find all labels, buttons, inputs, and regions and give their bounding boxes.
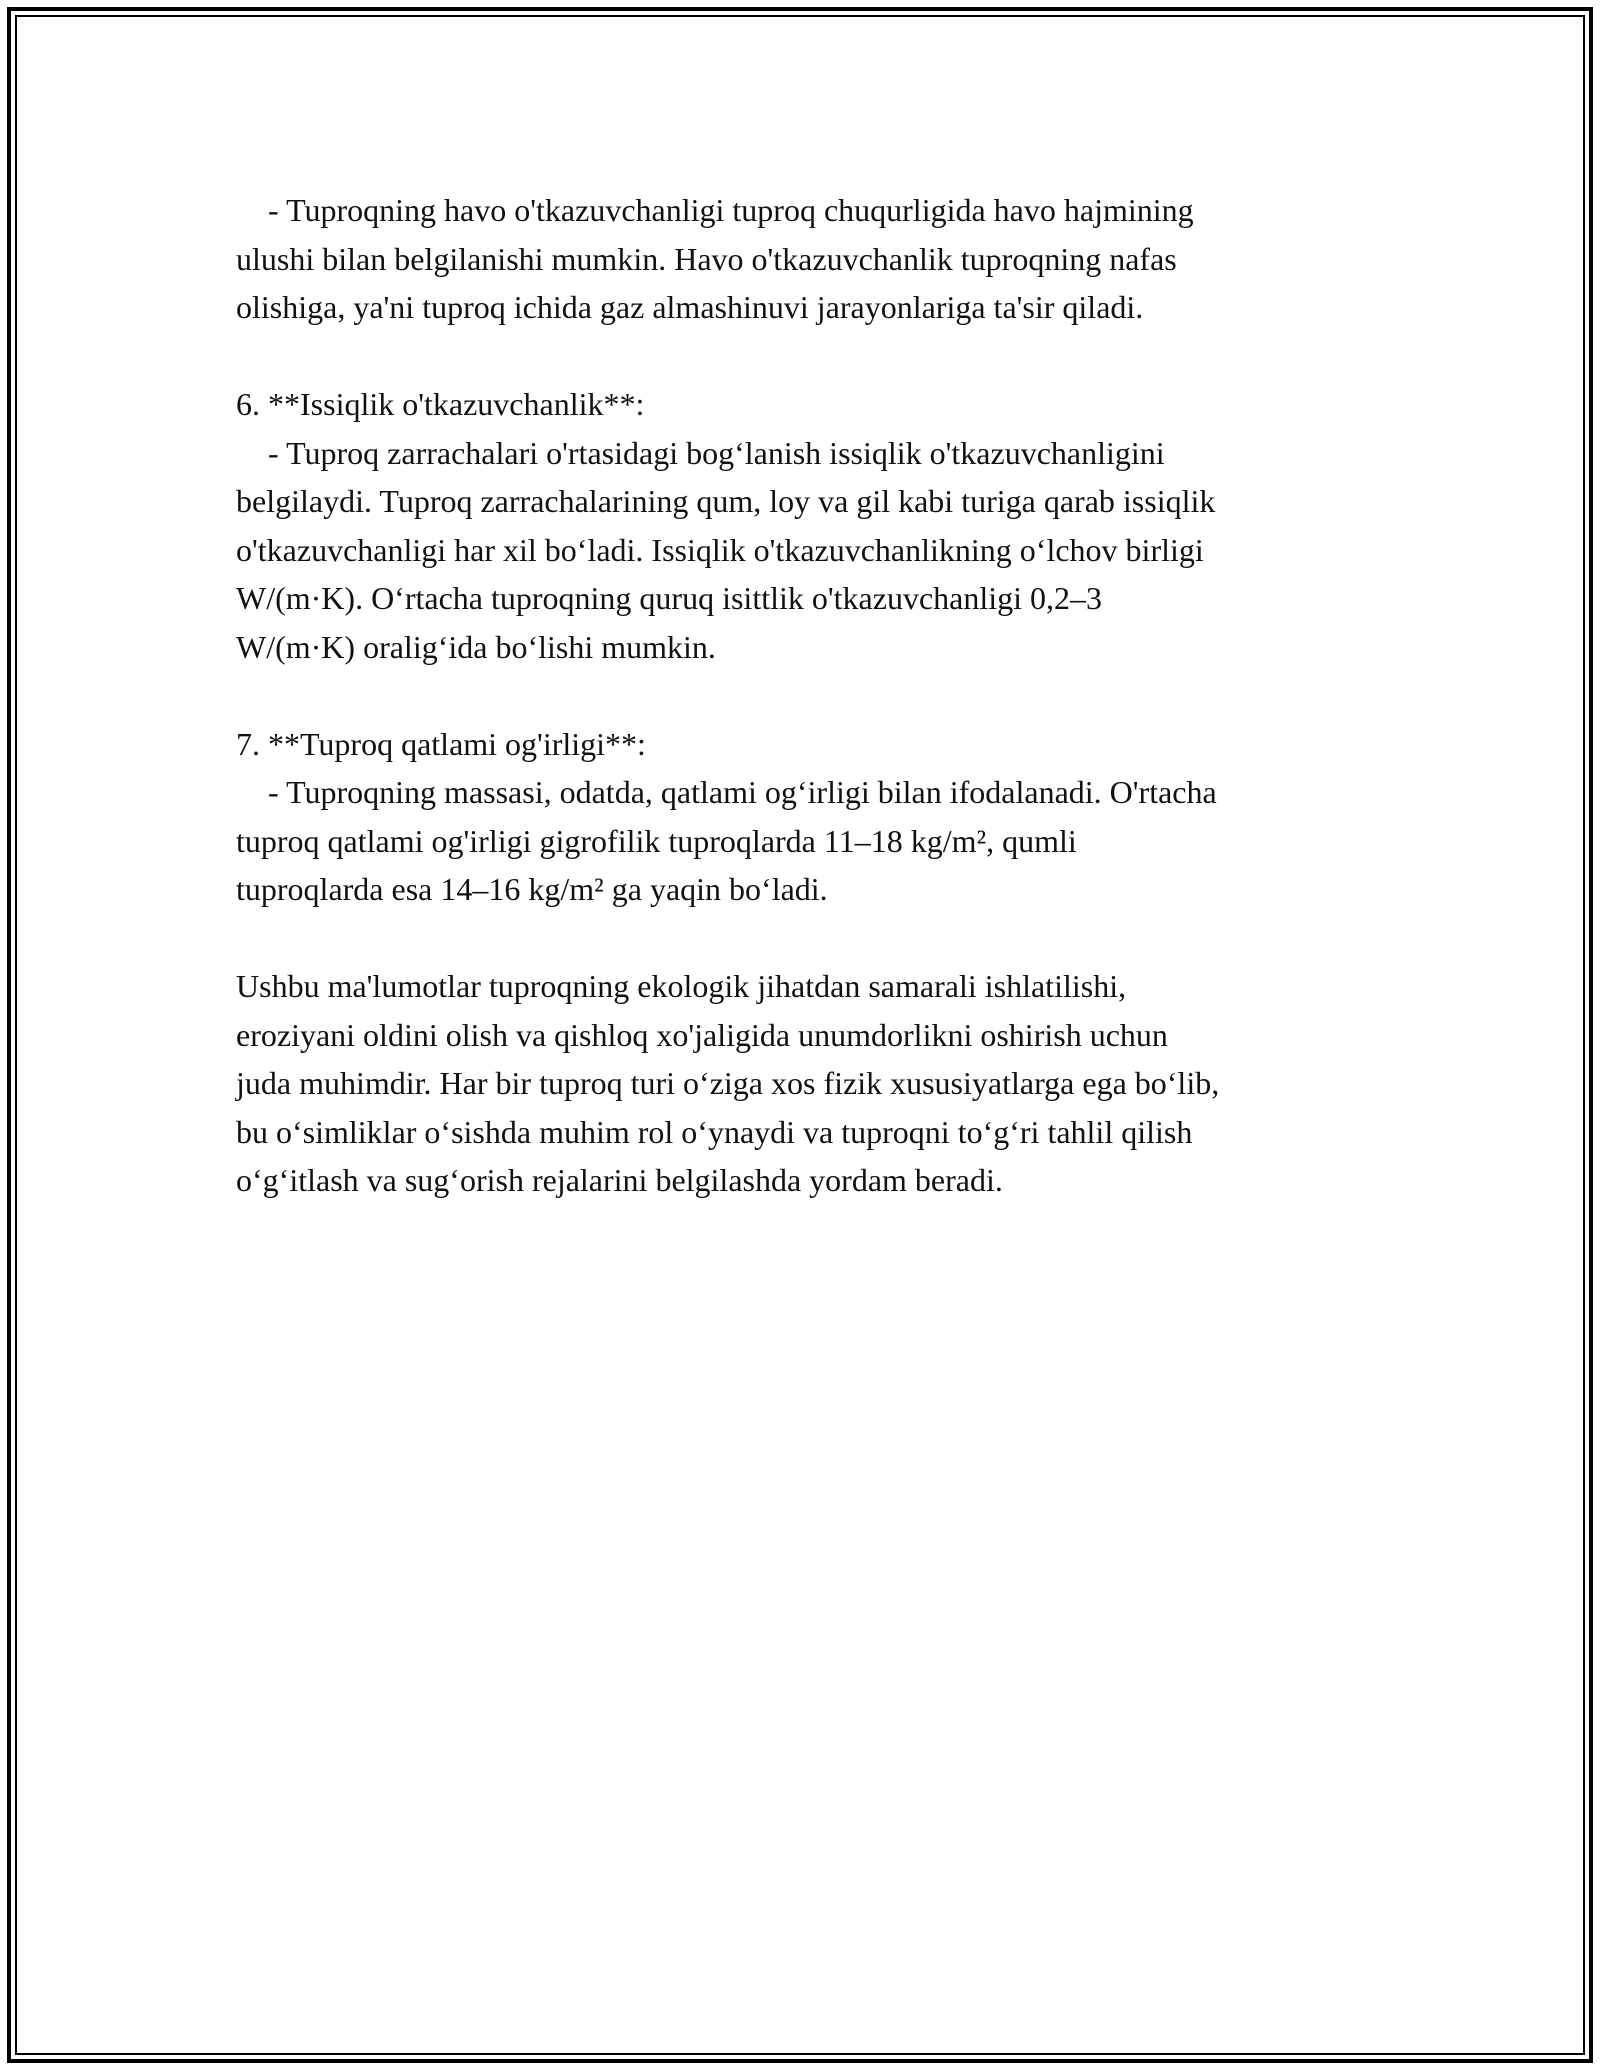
text-line: eroziyani oldini olish va qishloq xo'jaligida unumdorlikni oshirish uchun [236, 1016, 1168, 1053]
text-line: o'tkazuvchanligi har xil boʻladi. Issiqlik o'tkazuvchanlikning oʻlchov birligi [236, 531, 1204, 568]
text-line: oʻgʻitlash va sugʻorish rejalarini belgilashda yordam beradi. [236, 1162, 1003, 1198]
text-line: belgilaydi. Tuproq zarrachalarining qum, loy va gil kabi turiga qarab issiqlik [236, 483, 1216, 519]
blank-line [236, 671, 1376, 720]
text-line: - Tuproq zarrachalari o'rtasidagi bogʻlanish issiqlik o'tkazuvchanligini [236, 434, 1165, 471]
text-line: W/(m·K) oraligʻida boʻlishi mumkin. [236, 628, 716, 665]
text-line: - Tuproqning havo o'tkazuvchanligi tuproq chuqurligida havo hajmining [236, 192, 1194, 228]
document-body [236, 186, 1376, 1205]
text-line: - Tuproqning massasi, odatda, qatlami ogʻirligi bilan ifodalanadi. O'rtacha [236, 774, 1217, 810]
text-line: bu oʻsimliklar oʻsishda muhim rol oʻynaydi va tuproqni toʻgʻri tahlil qilish [236, 1113, 1193, 1150]
blank-line [236, 332, 1376, 381]
text-line: tuproq qatlami og'irligi gigrofilik tuproqlarda 11–18 kg/m², qumli [236, 822, 1077, 859]
blank-line [236, 914, 1376, 963]
text-line: juda muhimdir. Har bir tuproq turi oʻziga xos fizik xususiyatlarga ega boʻlib, [236, 1065, 1220, 1101]
text-line: tuproqlarda esa 14–16 kg/m² ga yaqin boʻladi. [236, 871, 828, 907]
text-line: W/(m·K). Oʻrtacha tuproqning quruq isittlik o'tkazuvchanligi 0,2–3 [236, 580, 1103, 616]
text-line: Ushbu ma'lumotlar tuproqning ekologik jihatdan samarali ishlatilishi, [236, 968, 1127, 1004]
text-line: olishiga, ya'ni tuproq ichida gaz almashinuvi jarayonlariga ta'sir qiladi. [236, 289, 1144, 325]
section-heading: 7. **Tuproq qatlami og'irligi**: [236, 725, 646, 762]
section-heading: 6. **Issiqlik o'tkazuvchanlik**: [236, 386, 645, 422]
text-line: ulushi bilan belgilanishi mumkin. Havo o'tkazuvchanlik tuproqning nafas [236, 240, 1177, 277]
